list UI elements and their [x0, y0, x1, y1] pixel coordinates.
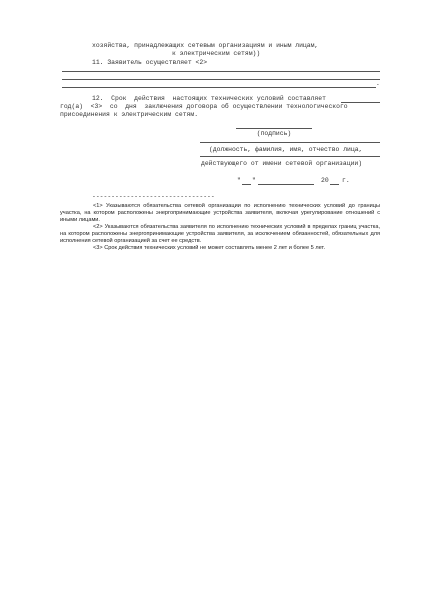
- date-day-blank: [242, 184, 251, 185]
- item-10-line-1: хозяйства, принадлежащих сетевым организациям и иным лицам,: [92, 42, 319, 49]
- date-year-suffix: г.: [342, 177, 350, 184]
- position-caption-1: (должность, фамилия, имя, отчество лица,: [209, 146, 363, 153]
- item-11-dot: .: [376, 80, 380, 87]
- date-quote-open: ": [237, 177, 241, 184]
- item-11-fill-line-3: [62, 87, 376, 88]
- footnote-2: <2> Указываются обязательства заявителя по исполнению технических условий в пределах границ участка, на котором расположены энергопринимающие устройства заявителя, за исключением обязанностей, обязательных для исполнения сетевой организацией за счет ее средств.: [60, 224, 380, 244]
- signature-caption: (подпись): [256, 130, 292, 137]
- item-12-line-1: 12. Срок действия настоящих технических условий составляет: [92, 95, 326, 102]
- position-line-1: [200, 142, 380, 143]
- date-year-blank: [330, 184, 339, 185]
- date-month-blank: [258, 184, 314, 185]
- item-12-line-2: год(а) <3> со дня заключения договора об осуществлении технологического: [60, 103, 348, 110]
- item-11-fill-line-1: [62, 71, 380, 72]
- footnote-1: <1> Указываются обязательства сетевой организации по исполнению технических условий до границы участка, на котором расположены энергопринимающие устройства заявителя, включая урегулирование отношений с иными лицами.: [60, 203, 380, 223]
- position-line-2: [200, 156, 380, 157]
- item-11-fill-line-2: [62, 79, 380, 80]
- footnote-3: <3> Срок действия технических условий не может составлять менее 2 лет и более 5 лет.: [93, 245, 326, 251]
- item-10-line-2: к электрическим сетям)): [172, 50, 261, 57]
- item-11-text: 11. Заявитель осуществляет <2>: [92, 59, 208, 66]
- footnote-separator: --------------------------------: [92, 193, 215, 200]
- signature-line: [236, 128, 312, 129]
- item-12-line-3: присоединения к электрическим сетям.: [60, 111, 199, 118]
- date-quote-close: ": [252, 177, 256, 184]
- position-caption-2: действующего от имени сетевой организации): [201, 160, 363, 167]
- date-year-prefix: 20: [321, 177, 329, 184]
